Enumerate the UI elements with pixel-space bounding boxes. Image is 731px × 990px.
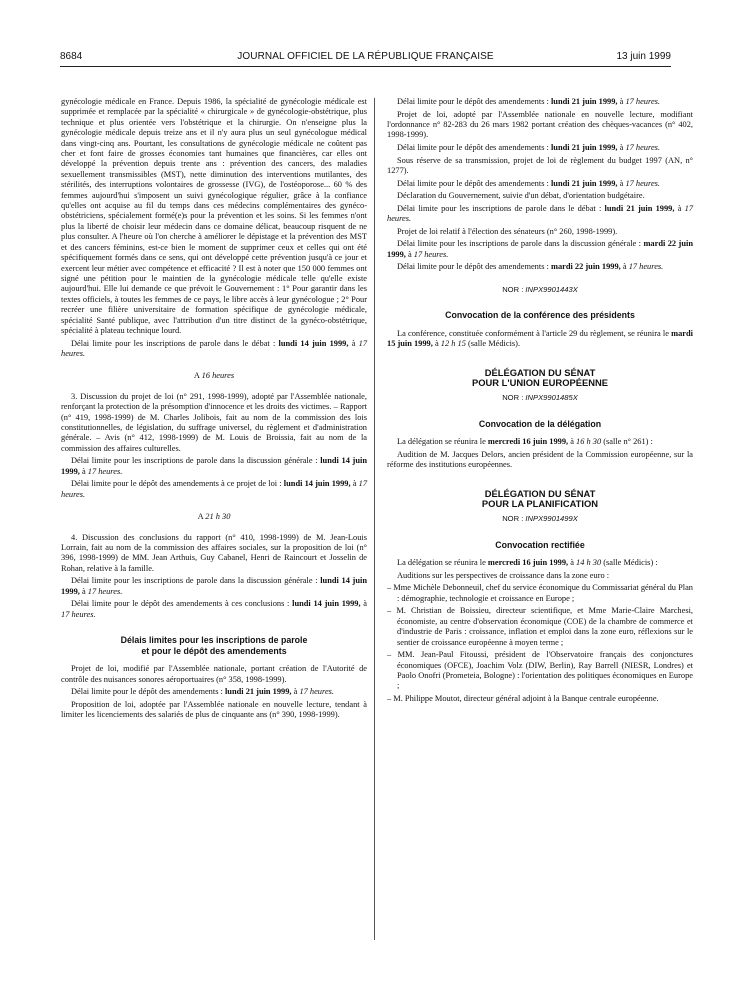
deadline-paragraph: Délai limite pour les inscriptions de parole dans la discussion générale : lundi 14 juin 1999, à 17 heures.	[61, 576, 367, 596]
paragraph: gynécologie médicale en France. Depuis 1986, la spécialité de gynécologie médicale est supprimée et remplacée par la spécialité « chirurgicale » de gynécologie-obstétrique, plus technique et plus orientée vers l'obstétrique et la chirurgie. On n'enseigne plus la gynécologie médicale depuis treize ans et il n'y aura plus un seul gynécologue médical dans vingt-cinq ans. Pourtant, les consultations de gynécologie médicale ne coûtent pas cher et font faire de grosses économies tant humaines que financières, car elles ont développé la prévention depuis trente ans : prévention des cancers, des maladies sexuellement transmissibles (MST), nette diminution des interventions mutilantes, des stérilités, des interruptions volontaires de grossesse (IVG), de l'ostéoporose... 60 % des femmes aujourd'hui s'imposent un suivi gynécologique régulier, grâce à la confiance qu'elles ont acquise au fil du temps dans ces médecins complémentaires des gynéco-obstétriciens, spécialement formé(e)s pour la prévention et les soins. Si les femmes n'ont plus la liberté de choisir leur médecin dans ce domaine délicat, beaucoup risquent de ne plus consulter. A l'heure où l'on cherche à améliorer le dépistage et la prévention des MST et des cancers féminins, est-ce bien le moment de supprimer ceux et celles qui ont été spécifiquement formés dans ce sens, qui ont développé cette prévention jusqu'à ce jour et exercent leur métier avec compétence et efficacité ? Il est à noter que 150 000 femmes ont signé une pétition pour le maintien de la gynécologie médicale telle qu'elle existe aujourd'hui. Elle lui demande ce que prévoit le Gouvernement : 1° Pour garantir dans les textes officiels, à toutes les femmes de ce pays, le libre accès à leur gynécologue ; 2° Pour recréer une filière universitaire de formation spécifique de gynécologie médicale, spécialité Santé publique, avec l'attribution d'un titre distinct de la gynéco-obstétrique, spécialité à plateau technique lourd.	[61, 97, 367, 335]
paragraph: Projet de loi relatif à l'élection des sénateurs (n° 260, 1998-1999).	[397, 226, 618, 236]
section-title-convocation-rectifiee: Convocation rectifiée	[495, 539, 585, 550]
deadline-time: 17 heures.	[87, 586, 123, 596]
deadline-time: 17 heures.	[299, 687, 335, 697]
deadline-paragraph: Délai limite pour les inscriptions de parole dans la discussion générale : lundi 14 juin 1999, à 17 heures.	[61, 456, 367, 476]
paragraph: La conférence, constituée conformément à l'article 29 du règlement, se réunira le mardi 15 juin 1999, à 12 h 15 (salle Médicis).	[387, 328, 693, 349]
issue-date: 13 juin 1999	[616, 51, 671, 62]
deadline-time: 17 heures.	[61, 338, 368, 358]
list-item: – M. Philippe Moutot, directeur général adjoint à la Banque centrale européenne.	[387, 694, 659, 703]
section-title-delegation-planification: DÉLÉGATION DU SÉNAT POUR LA PLANIFICATION	[481, 487, 599, 510]
section-title-conference: Convocation de la conférence des présidents	[445, 310, 635, 321]
paragraph: Audition de M. Jacques Delors, ancien président de la Commission européenne, sur la réforme des institutions européennes.	[387, 449, 693, 470]
deadline-time: 17 heures.	[625, 97, 661, 106]
nor-reference: NOR : INPX9901485X	[502, 393, 578, 403]
deadline-paragraph: Délai limite pour le dépôt des amendements : lundi 21 juin 1999, à 17 heures.	[397, 97, 661, 106]
deadline-date: lundi 21 juin 1999,	[604, 203, 675, 213]
nor-reference: NOR : INPX9901499X	[502, 514, 578, 524]
header-rule	[60, 66, 671, 67]
deadline-paragraph: Délai limite pour les inscriptions de parole dans le débat : lundi 14 juin 1999, à 17 heures.	[61, 338, 368, 358]
deadline-date: lundi 21 juin 1999,	[224, 687, 292, 697]
deadline-date: lundi 14 juin 1999,	[283, 479, 351, 489]
deadline-paragraph: Délai limite pour le dépôt des amendements : lundi 21 juin 1999, à 17 heures.	[397, 143, 661, 152]
paragraph: Projet de loi, modifié par l'Assemblée nationale, portant création de l'Autorité de contrôle des nuisances sonores aéroportuaires (n° 358, 1998-1999).	[61, 664, 367, 684]
list-item: – MM. Jean-Paul Fitoussi, président de l'Observatoire français des conjonctures économiques (OFCE), Joachim Volz (DIW, Berlin), Ray Barrell (NIESR, Londres) et Paolo Onofri (Prometeia, Bologne) : l'orientation des politiques économiques en Europe ;	[387, 650, 693, 691]
deadline-time: 17 heures.	[628, 262, 664, 272]
deadline-date: lundi 14 juin 1999,	[292, 599, 361, 609]
deadline-time: 17 heures.	[625, 178, 661, 188]
paragraph: La délégation se réunira le mercredi 16 juin 1999, à 14 h 30 (salle Médicis) :	[397, 558, 658, 568]
deadline-paragraph: Délai limite pour le dépôt des amendements : mardi 22 juin 1999, à 17 heures.	[397, 262, 664, 272]
deadline-date: lundi 14 juin 1999,	[61, 456, 367, 476]
nor-reference: NOR : INPX9901443X	[502, 284, 578, 294]
session-time-heading: A 21 h 30	[197, 512, 231, 522]
section-title-convocation: Convocation de la délégation	[478, 418, 602, 429]
deadline-time: 17 heures.	[387, 203, 694, 224]
section-title-delais: Délais limites pour les inscriptions de parole et pour le dépôt des amendements	[120, 635, 308, 656]
deadline-paragraph: Délai limite pour les inscriptions de parole dans la discussion générale : mardi 22 juin 1999, à 17 heures.	[387, 239, 693, 259]
paragraph: Déclaration du Gouvernement, suivie d'un débat, d'orientation budgétaire.	[397, 191, 645, 201]
column-divider	[374, 98, 375, 940]
page-header	[60, 51, 671, 67]
page-number: 8684	[60, 51, 83, 62]
deadline-paragraph: Délai limite pour le dépôt des amendements à ce projet de loi : lundi 14 juin 1999, à 17 heures.	[61, 479, 368, 499]
deadline-time: 17 heures.	[413, 249, 449, 259]
deadline-paragraph: Délai limite pour le dépôt des amendements à ces conclusions : lundi 14 juin 1999, à 17 heures.	[61, 599, 368, 619]
agenda-item: 4. Discussion des conclusions du rapport (n° 410, 1998-1999) de M. Jean-Louis Lorrain, fait au nom de la commission des affaires sociales, sur la proposition de loi (n° 396, 1998-1999) de MM. Jean Arthuis, Guy Cabanel, Henri de Raincourt et Josselin de Rohan, relative à la famille.	[61, 532, 367, 573]
deadline-time: 17 heures.	[61, 609, 96, 619]
section-title-delegation-ue: DÉLÉGATION DU SÉNAT POUR L'UNION EUROPÉENNE	[471, 366, 609, 389]
deadline-date: mardi 22 juin 1999,	[550, 262, 621, 272]
paragraph: La délégation se réunira le mercredi 16 juin 1999, à 16 h 30 (salle n° 261) :	[397, 437, 653, 447]
deadline-paragraph: Délai limite pour le dépôt des amendements : lundi 21 juin 1999, à 17 heures.	[71, 687, 335, 697]
deadline-date: lundi 14 juin 1999,	[278, 338, 349, 348]
deadline-date: lundi 21 juin 1999,	[550, 97, 618, 106]
deadline-time: 17 heures.	[625, 143, 661, 152]
list-item: – M. Christian de Boissieu, directeur scientifique, et Mme Marie-Claire Marchesi, économiste, au centre d'observation économique (COE) de la chambre de commerce et d'industrie de Paris : croissance, inflation et emploi dans la zone euro, réflexions sur le sentier de croissance européenne à moyen terme ;	[387, 606, 693, 647]
audition-list	[387, 583, 693, 704]
session-time-heading: A 16 heures	[193, 371, 235, 381]
deadline-time: 17 heures.	[87, 466, 123, 476]
paragraph: Projet de loi, adopté par l'Assemblée nationale en nouvelle lecture, modifiant l'ordonnance n° 82-283 du 26 mars 1982 portant création des chèques-vacances (n° 402, 1998-1999).	[387, 109, 693, 140]
deadline-date: mardi 22 juin 1999,	[387, 239, 693, 259]
paragraph: Sous réserve de sa transmission, projet de loi de règlement du budget 1997 (AN, n° 1277).	[387, 155, 693, 175]
deadline-date: lundi 21 juin 1999,	[550, 143, 618, 152]
deadline-date: lundi 21 juin 1999,	[550, 178, 618, 188]
paragraph: Auditions sur les perspectives de croissance dans la zone euro :	[397, 570, 610, 580]
left-column	[61, 97, 367, 723]
paragraph: Proposition de loi, adoptée par l'Assemblée nationale en nouvelle lecture, tendant à limiter les licenciements des salariés de plus de cinquante ans (n° 390, 1998-1999).	[61, 700, 367, 720]
deadline-time: 17 heures.	[61, 479, 368, 499]
list-item: – Mme Michèle Debonneuil, chef du service économique du Commissariat général du Plan : démographie, technologie et croissance en Europe ;	[387, 583, 693, 603]
deadline-date: lundi 14 juin 1999,	[61, 576, 367, 596]
journal-title: JOURNAL OFFICIEL DE LA RÉPUBLIQUE FRANÇAISE	[237, 51, 494, 62]
agenda-item: 3. Discussion du projet de loi (n° 291, 1998-1999), adopté par l'Assemblée nationale, renforçant la protection de la présomption d'innocence et les droits des victimes. – Rapport (n° 419, 1998-1999) de M. Charles Jolibois, fait au nom de la commission des lois constitutionnelles, de législation, du suffrage universel, du règlement et d'administration générale. – Avis (n° 412, 1998-1999) de M. Louis de Broissia, fait au nom de la commission des affaires culturelles.	[61, 391, 367, 453]
right-column	[387, 97, 693, 707]
deadline-paragraph: Délai limite pour les inscriptions de parole dans le débat : lundi 21 juin 1999, à 17 heures.	[387, 203, 694, 224]
deadline-paragraph: Délai limite pour le dépôt des amendements : lundi 21 juin 1999, à 17 heures.	[397, 178, 661, 188]
